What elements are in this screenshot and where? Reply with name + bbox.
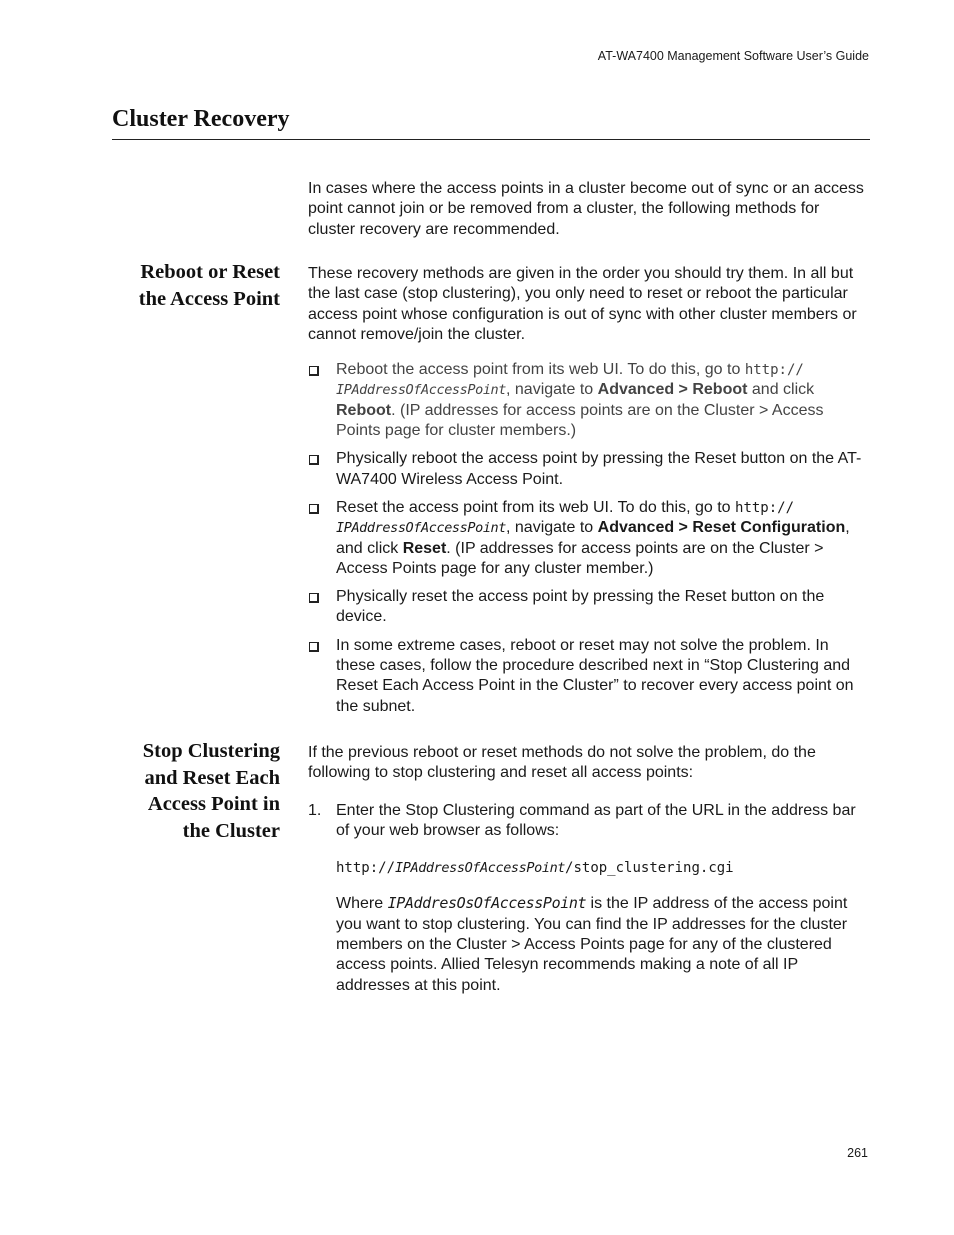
page-number: 261 [847,1146,868,1160]
menu-path: Advanced > Reboot [597,381,748,399]
step-text: Enter the Stop Clustering command as part of the URL in the address bar of your web browser as follows: [336,801,856,839]
heading-line: Reboot or Reset [140,261,280,283]
checkbox-bullet-icon [309,504,319,514]
section-stop-clustering-body [308,743,870,996]
list-item: Reset the access point from its web UI. To do this, go to http:// IPAddressOfAccessPoint, navigate to Advanced > Reset Configuration, and click Reset. (IP addresses for access points are on the Cluster > Access Points page for any cluster member.) [308,498,870,579]
code-line: http://IPAddressOfAccessPoint/stop_clustering.cgi [336,860,734,877]
where-paragraph: Where IPAddresOsOfAccessPoint is the IP address of the access point you want to stop clustering. You can find the IP addresses for the cluster members on the Cluster > Access Points page for any of the clustered access points. Allied Telesyn recommends making a note of all IP addresses at this point. [336,894,848,994]
section-reboot-reset-body [308,264,870,725]
step-number: 1. [308,801,322,819]
checkbox-bullet-icon [309,642,319,652]
title-rule [112,139,870,140]
checkbox-bullet-icon [309,593,319,603]
checkbox-bullet-icon [309,455,319,465]
button-name: Reboot [336,401,392,419]
section-paragraph: If the previous reboot or reset methods do not solve the problem, do the following to stop clustering and reset all access points: [308,744,816,782]
where-variable: IPAddresOsOfAccessPoint [387,894,587,913]
list-item: Reboot the access point from its web UI. To do this, go to http:// IPAddressOfAccessPoint, navigate to Advanced > Reboot and click Reboot. (IP addresses for access points are on the Cluster > Access Points page for cluster members.) [308,360,870,441]
list-item: In some extreme cases, reboot or reset may not solve the problem. In these cases, follow the procedure described next in “Stop Clustering and Reset Each Access Point in the Cluster” to recover every access point on the subnet. [308,636,870,717]
section-paragraph: These recovery methods are given in the order you should try them. In all but the last case (stop clustering), you only need to reset or reboot the particular access point whose configuration is out of sync with other cluster members or cannot remove/join the cluster. [308,265,857,343]
step-1 [308,801,870,996]
recovery-methods-list [308,360,870,717]
section-heading-reboot-reset [105,259,280,312]
url-text: http:// [735,499,795,516]
heading-line: the Cluster [182,819,280,842]
button-name: Reset [402,539,447,557]
section-heading-stop-clustering [105,738,280,844]
heading-line: and Reset Each [144,766,280,789]
code-variable: IPAddressOfAccessPoint [395,860,566,877]
list-item: Physically reset the access point by pressing the Reset button on the device. [308,587,870,628]
page-title: Cluster Recovery [112,106,290,132]
menu-path: Advanced > Reset Configuration [597,519,846,537]
heading-line: Stop Clustering [142,740,280,762]
list-item: Physically reboot the access point by pressing the Reset button on the AT-WA7400 Wireless Access Point. [308,449,870,490]
url-variable: IPAddressOfAccessPoint [336,382,507,399]
running-head: AT-WA7400 Management Software User’s Guide [597,49,869,63]
heading-line: the Access Point [138,287,280,310]
url-text: http:// [744,362,804,379]
intro-paragraph: In cases where the access points in a cluster become out of sync or an access point cannot join or be removed from a cluster, the following methods for cluster recovery are recommended. [308,180,864,238]
heading-line: Access Point in [147,793,280,815]
checkbox-bullet-icon [309,366,319,376]
url-variable: IPAddressOfAccessPoint [336,520,507,537]
